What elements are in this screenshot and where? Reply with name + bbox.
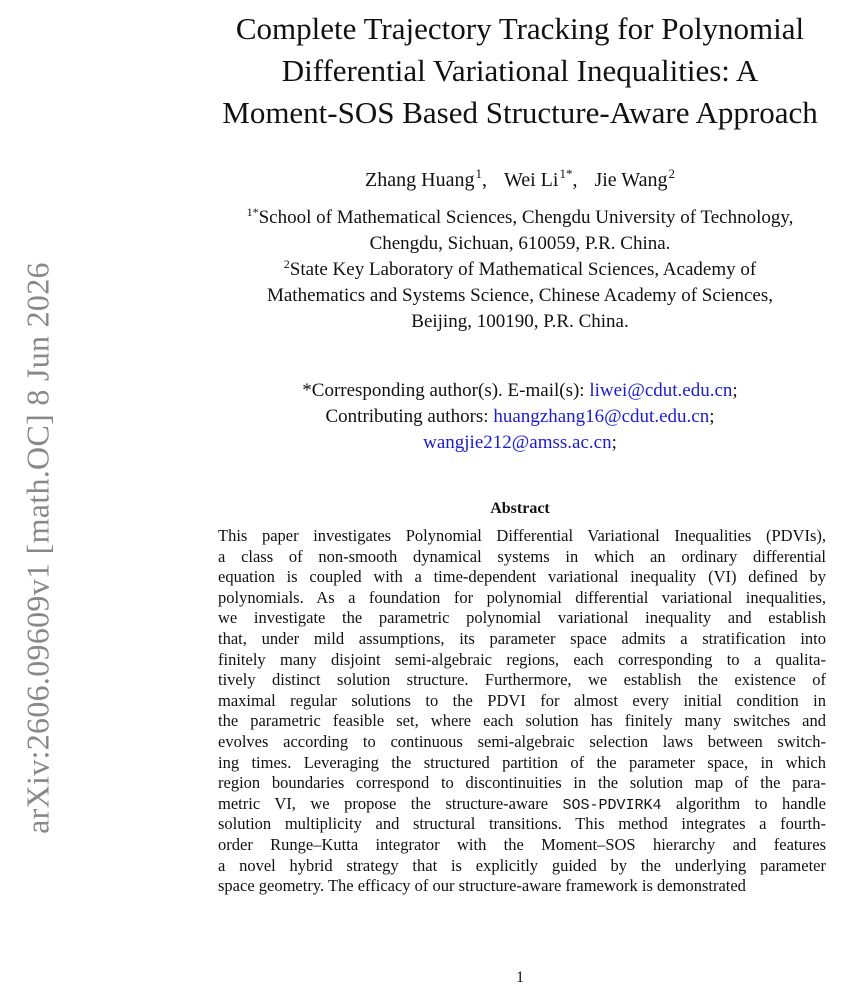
author-list: [200, 167, 840, 193]
abstract-line: equation is coupled with a time-dependent variational inequality (VI) defined by: [218, 567, 826, 587]
affiliation-line: Mathematics and Systems Science, Chinese Academy of Sciences,: [266, 285, 773, 306]
affiliation-line: Chengdu, Sichuan, 610059, P.R. China.: [369, 233, 671, 254]
abstract-line: [218, 794, 826, 815]
author-name: Jie Wang: [594, 169, 668, 191]
abstract-line: a novel hybrid strategy that is explicitly guided by the underlying parameter: [218, 855, 826, 875]
arxiv-stamp: arXiv:2606.09609v1 [math.OC] 8 Jun 2026: [19, 262, 56, 834]
author: Zhang Huang$^1$,: [365, 166, 487, 191]
separator: ;: [732, 380, 738, 401]
corresponding-authors: [200, 378, 840, 456]
abstract-line: ing times. Leveraging the structured partition of the parameter space, in which: [218, 752, 826, 772]
affiliation-text: School of Mathematical Sciences, Chengdu University of Technology,: [258, 207, 794, 228]
abstract-line: region boundaries correspond to discontinuities in the solution map of the para-: [218, 773, 826, 793]
author-affiliation-mark: 2: [668, 166, 675, 181]
author-name: Zhang Huang: [365, 169, 475, 191]
paper-title: [200, 8, 840, 134]
title-line: Differential Variational Inequalities: A: [281, 53, 759, 88]
abstract-line: This paper investigates Polynomial Differential Variational Inequalities (PDVIs),: [218, 526, 826, 545]
affiliation-mark: 2: [283, 257, 290, 271]
affiliation-line: [200, 205, 840, 231]
affiliation-text: State Key Laboratory of Mathematical Sciences, Academy of: [289, 259, 757, 280]
algorithm-name: SOS-PDVIRK4: [562, 796, 662, 814]
affiliations: [200, 205, 840, 335]
affiliation-line: [200, 257, 840, 283]
affiliation-line: Beijing, 100190, P.R. China.: [411, 311, 629, 332]
abstract-line: order Runge–Kutta integrator with the Moment–SOS hierarchy and features: [218, 834, 826, 854]
page-number: 1: [516, 969, 524, 986]
title-line: Complete Trajectory Tracking for Polynomial: [235, 11, 805, 46]
abstract-body: [218, 526, 826, 897]
abstract-text: metric VI, we propose the structure-aware: [218, 793, 563, 813]
title-line: Moment-SOS Based Structure-Aware Approach: [222, 95, 818, 130]
contributing-line: [200, 430, 840, 456]
abstract-line: the parametric feasible set, where each solution has finitely many switches and: [218, 711, 826, 731]
abstract-line: evolves according to continuous semi-algebraic selection laws between switch-: [218, 731, 826, 751]
author: Wei $Li^{1*}$,: [503, 166, 578, 191]
abstract-line: we investigate the parametric polynomial variational inequality and establish: [218, 608, 826, 628]
contributing-line: [200, 404, 840, 430]
abstract-line: a class of non-smooth dynamical systems in which an ordinary differential: [218, 546, 826, 566]
contributing-label: Contributing authors:: [325, 406, 494, 427]
author: [594, 166, 675, 191]
author-name: Wei Li: [503, 169, 559, 191]
corresponding-label: *Corresponding author(s). E-mail(s):: [302, 380, 590, 401]
separator: ;: [709, 406, 715, 427]
email-link-corresponding[interactable]: liwei@cdut.edu.cn: [589, 380, 733, 401]
abstract-line: space geometry. The efficacy of our structure-aware framework is demonstrated: [218, 876, 746, 896]
abstract-text: algorithm to handle: [661, 793, 826, 813]
abstract-line: maximal regular solutions to the PDVI for almost every initial condition in: [218, 690, 826, 710]
author-affiliation-mark: 1*: [559, 166, 573, 181]
corresponding-line: [200, 378, 840, 404]
abstract-line: that, under mild assumptions, its parameter space admits a stratification into: [218, 628, 826, 648]
abstract-line: finitely many disjoint semi-algebraic regions, each corresponding to a qualita-: [218, 649, 826, 669]
abstract-line: solution multiplicity and structural transitions. This method integrates a fourth-: [218, 814, 826, 834]
author-affiliation-mark: 1: [475, 166, 482, 181]
email-link-contributor[interactable]: wangjie212@amss.ac.cn: [423, 432, 612, 453]
abstract-line: tively distinct solution structure. Furthermore, we establish the existence of: [218, 670, 826, 690]
email-link-contributor[interactable]: huangzhang16@cdut.edu.cn: [493, 406, 710, 427]
separator: ;: [611, 432, 617, 453]
abstract-line: polynomials. As a foundation for polynomial differential variational inequalities,: [218, 587, 826, 607]
abstract-heading: Abstract: [490, 500, 550, 517]
affiliation-mark: 1*: [246, 205, 259, 219]
